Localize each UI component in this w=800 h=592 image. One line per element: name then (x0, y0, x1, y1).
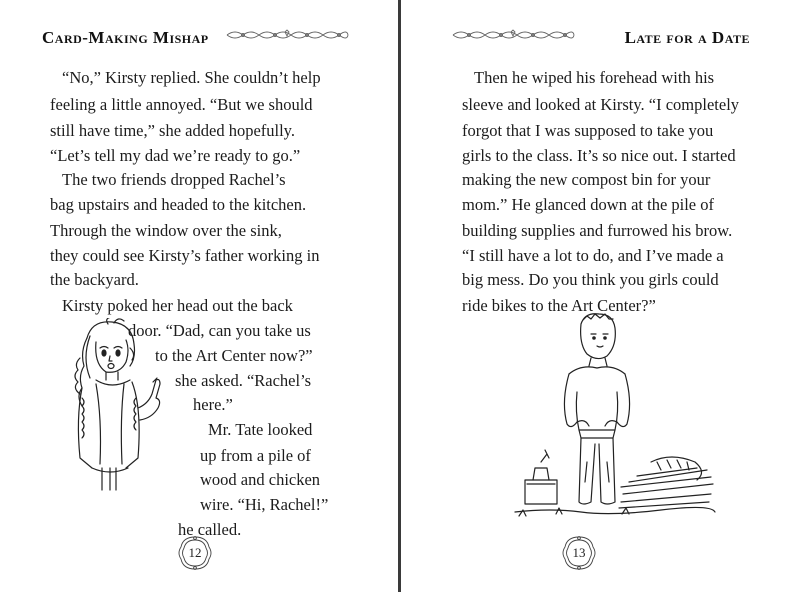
text-line: he called. (178, 520, 242, 539)
text-line: mom.” He glanced down at the pile of (462, 195, 715, 214)
text-line: they could see Kirsty’s father working in (50, 246, 320, 265)
left-page (0, 0, 398, 592)
text-line: to the Art Center now?” (155, 346, 313, 365)
ornament-rule-right (451, 28, 576, 42)
text-line: making the new compost bin for your (462, 170, 711, 189)
page-number-text: 12 (188, 545, 202, 560)
page-number-left (177, 535, 213, 571)
text-line: feeling a little annoyed. “But we should (50, 95, 313, 114)
text-line: “Let’s tell my dad we’re ready to go.” (50, 146, 301, 165)
text-line: The two friends dropped Rachel’s (62, 170, 286, 189)
text-line: Through the window over the sink, (50, 221, 282, 240)
text-line: the backyard. (50, 270, 139, 289)
text-line: sleeve and looked at Kirsty. “I completely (462, 95, 740, 114)
running-head-left: Card-Making Mishap (42, 28, 209, 47)
text-line: forgot that I was supposed to take you (462, 121, 714, 140)
text-line: here.” (193, 395, 233, 414)
text-line: still have time,” she added hopefully. (50, 121, 295, 140)
girl-leaning-out-door-illustration (52, 318, 177, 493)
page-number-right (561, 535, 597, 571)
text-line: wire. “Hi, Rachel!” (200, 495, 329, 514)
text-line: big mess. Do you think you girls could (462, 270, 719, 289)
text-line: ride bikes to the Art Center?” (462, 296, 656, 315)
text-line: “No,” Kirsty replied. She couldn’t help (62, 68, 321, 87)
text-line: bag upstairs and headed to the kitchen. (50, 195, 307, 214)
text-line: door. “Dad, can you take us (128, 321, 311, 340)
text-line: she asked. “Rachel’s (175, 371, 312, 390)
man-with-wood-pile-illustration (511, 312, 716, 520)
text-line: “I still have a lot to do, and I’ve made a (462, 246, 724, 265)
text-line: building supplies and furrowed his brow. (462, 221, 733, 240)
text-line: Kirsty poked her head out the back (62, 296, 293, 315)
ornament-rule-left (225, 28, 350, 42)
page-number-text: 13 (572, 545, 586, 560)
text-line: girls to the class. It’s so nice out. I started (462, 146, 736, 165)
text-line: up from a pile of (200, 446, 311, 465)
text-line: Mr. Tate looked (208, 420, 313, 439)
right-page (401, 0, 800, 592)
running-head-right: Late for a Date (624, 28, 750, 47)
text-line: Then he wiped his forehead with his (474, 68, 715, 87)
text-line: wood and chicken (200, 470, 321, 489)
